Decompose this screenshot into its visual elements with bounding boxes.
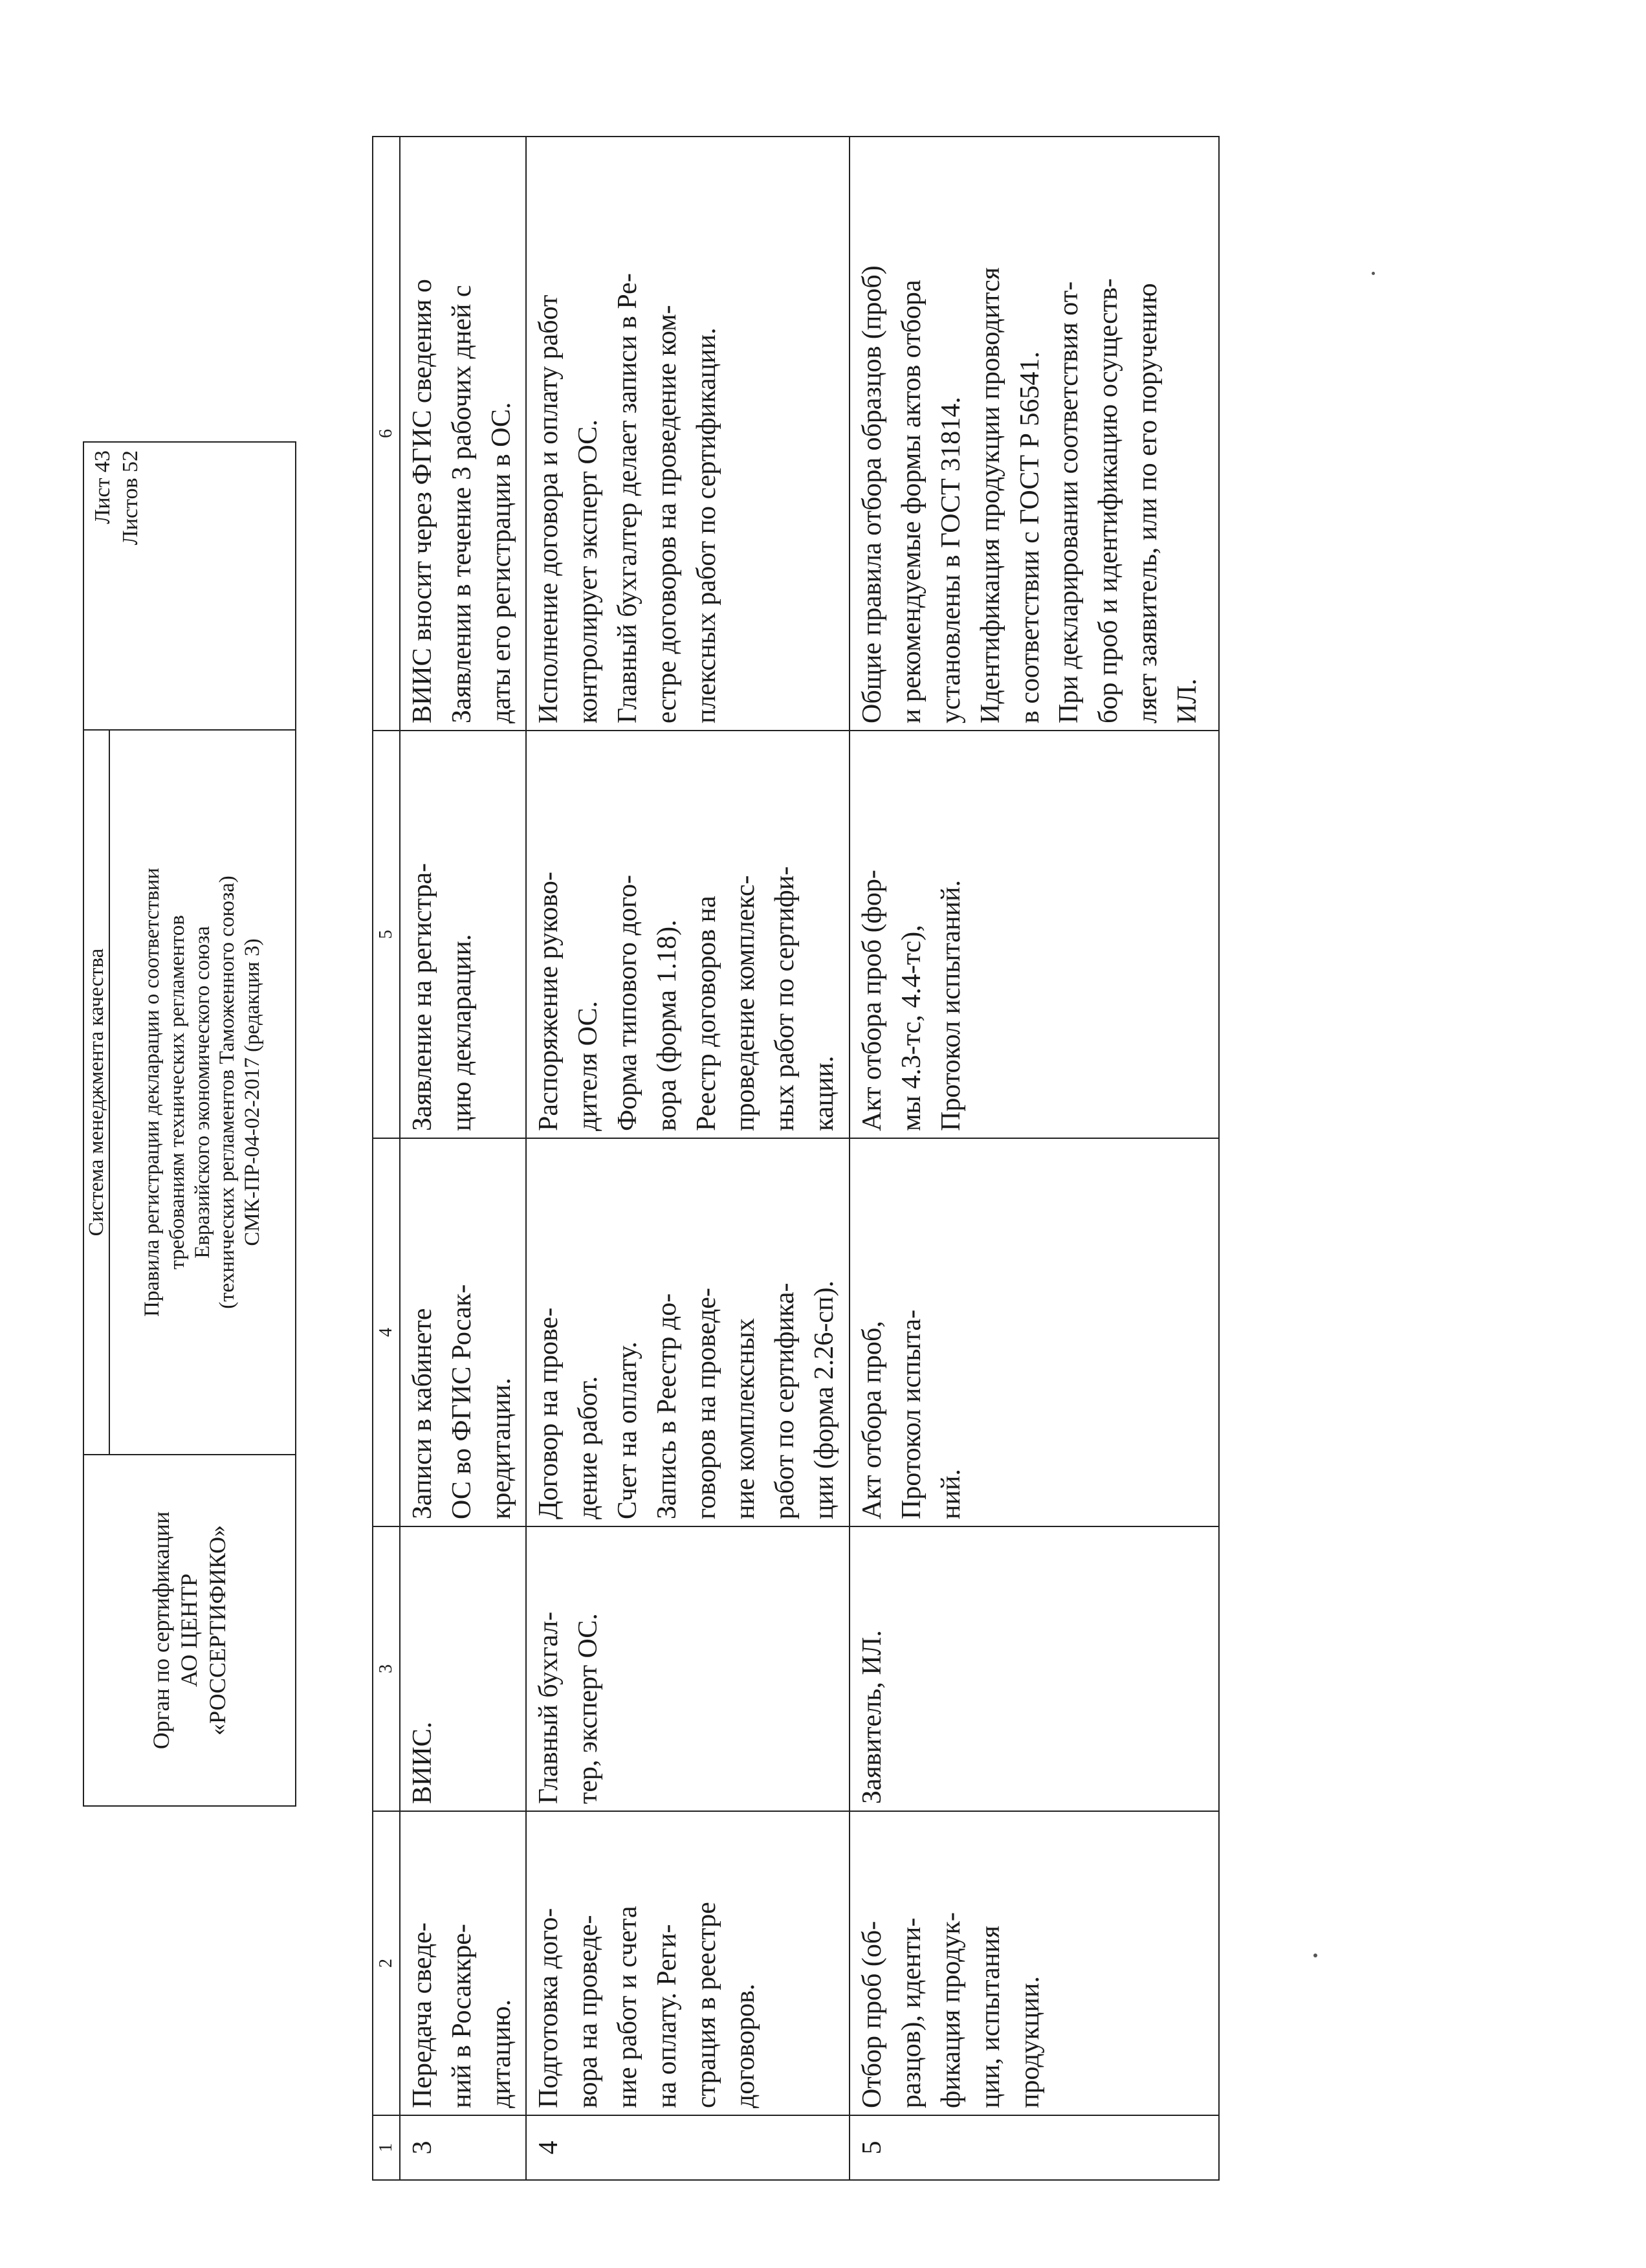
column-number: 4 <box>373 1138 399 1526</box>
document-cell <box>850 730 1218 1138</box>
rules-line: Евразийского экономического союза <box>190 926 214 1259</box>
cell-line: Главный бухгалтер делает записи в Ре- <box>612 273 642 723</box>
cell-line: ний. <box>936 1469 966 1519</box>
row-number: 4 <box>527 2115 849 2179</box>
cell-line: Исполнение договора и оплату работ <box>534 294 564 723</box>
cell-line: Отбор проб (об- <box>857 1921 887 2108</box>
cell-line: в соответствии с ГОСТ Р 56541. <box>1015 351 1045 723</box>
cell-line: Записи в кабинете <box>408 1308 437 1519</box>
rules-line: СМК-ПР-04-02-2017 (редакция 3) <box>241 938 265 1246</box>
column-number: 1 <box>373 2115 399 2179</box>
cell-line: Акт отбора проб, <box>857 1321 887 1519</box>
cell-line: тер, эксперт ОС. <box>573 1613 603 1804</box>
cell-line: ИЛ. <box>1172 678 1203 723</box>
cell-line: кации. <box>809 1055 840 1131</box>
cell-line: и рекомендуемые формы актов отбора <box>896 280 927 723</box>
cell-line: продукции. <box>1015 1976 1045 2108</box>
org-line: Орган по сертификации <box>148 1511 175 1750</box>
responsible-cell <box>527 1526 849 1811</box>
column-number: 6 <box>376 429 396 438</box>
cell-line: мы 4.3-тс, 4.4-тс), <box>896 925 927 1131</box>
row-number: 3 <box>401 2115 525 2179</box>
cell-line: дителя ОС. <box>573 1001 603 1131</box>
scan-speck <box>1313 1954 1317 1957</box>
cell-line: Заявление на регистра- <box>408 863 437 1131</box>
rules-line: (технических регламентов Таможенного союза) <box>215 875 239 1309</box>
cell-line: договоров. <box>730 1983 761 2108</box>
cell-line: ний в Росаккре- <box>446 1924 477 2108</box>
system-title: Система менеджмента качества <box>84 731 110 1454</box>
column-number: 3 <box>373 1526 399 1811</box>
cell-line: плексных работ по сертификации. <box>691 327 721 723</box>
stage-cell <box>850 1811 1218 2115</box>
cell-line: вора (форма 1.18). <box>652 919 682 1131</box>
procedure-table <box>372 136 1220 2181</box>
cell-line: ВИИС. <box>408 1721 437 1804</box>
cell-line: контролирует эксперт ОС. <box>573 419 603 723</box>
stage-cell <box>527 1811 849 2115</box>
rules-line: требованиям технических регламентов <box>165 915 189 1270</box>
cell-line: естре договоров на проведение ком- <box>652 305 682 723</box>
cell-line: кредитации. <box>486 1378 516 1519</box>
notes-cell <box>850 137 1218 730</box>
cell-line: на оплату. Реги- <box>652 1924 682 2108</box>
organization-name <box>84 1454 295 1805</box>
cell-line: ляет заявитель, или по его поручению <box>1133 283 1163 723</box>
cell-line: работ по сертифика- <box>770 1283 800 1519</box>
cell-line: вора на проведе- <box>573 1915 603 2108</box>
cell-line: говоров на проведе- <box>691 1288 721 1519</box>
rules-title <box>110 731 295 1454</box>
cell-line: Договор на прове- <box>534 1307 564 1519</box>
rules-line: Правила регистрации декларации о соответствии <box>140 868 164 1317</box>
cell-line: Реестр договоров на <box>691 896 721 1131</box>
scan-speck <box>1372 272 1375 275</box>
cell-line: Главный бухгал- <box>534 1611 564 1804</box>
table-row <box>401 137 527 2179</box>
record-cell <box>850 1138 1218 1526</box>
document-header <box>83 441 296 1807</box>
cell-line: Запись в Реестр до- <box>652 1293 682 1519</box>
cell-line: страция в реестре <box>691 1902 721 2108</box>
cell-line: цию декларации. <box>446 934 477 1131</box>
cell-line: ции (форма 2.26-сп). <box>809 1280 840 1519</box>
cell-line: ции, испытания <box>975 1925 1005 2108</box>
notes-cell <box>527 137 849 730</box>
cell-line: Идентификация продукции проводится <box>975 267 1005 723</box>
stage-cell <box>401 1811 525 2115</box>
cell-line: При декларировании соответствия от- <box>1054 281 1084 723</box>
cell-line: дение работ. <box>573 1376 603 1519</box>
cell-line: установлены в ГОСТ 31814. <box>936 397 966 723</box>
responsible-cell <box>850 1526 1218 1811</box>
document-cell <box>401 730 525 1138</box>
cell-line: ние работ и счета <box>612 1906 642 2108</box>
cell-line: даты его регистрации в ОС. <box>486 402 516 723</box>
sheet-info <box>84 443 295 729</box>
org-line: «РОССЕРТИФИКО» <box>204 1525 230 1735</box>
cell-line: Подготовка дого- <box>534 1908 564 2108</box>
cell-line: разцов), иденти- <box>896 1917 927 2108</box>
record-cell <box>401 1138 525 1526</box>
document-title-block <box>84 729 295 1454</box>
cell-line: бор проб и идентификацию осуществ- <box>1093 278 1124 723</box>
document-cell <box>527 730 849 1138</box>
cell-line: проведение комплекс- <box>730 875 761 1131</box>
responsible-cell <box>401 1526 525 1811</box>
cell-line: Общие правила отбора образцов (проб) <box>857 265 887 723</box>
cell-line: Форма типового дого- <box>612 874 642 1131</box>
cell-line: Заявлении в течение 3 рабочих дней с <box>446 285 477 723</box>
cell-line: фикация продук- <box>936 1912 966 2108</box>
org-line: АО ЦЕНТР <box>176 1573 203 1688</box>
cell-line: Заявитель, ИЛ. <box>857 1630 887 1804</box>
column-number: 2 <box>373 1811 399 2115</box>
cell-line: Акт отбора проб (фор- <box>857 870 887 1131</box>
row-number: 5 <box>850 2115 1218 2179</box>
cell-line: ВИИС вносит через ФГИС сведения о <box>408 279 437 723</box>
cell-line: дитацию. <box>486 1999 516 2108</box>
cell-line: ние комплексных <box>730 1318 761 1519</box>
cell-line: Передача сведе- <box>408 1922 437 2108</box>
sheets-total: Листов 52 <box>118 450 142 545</box>
cell-line: Счет на оплату. <box>612 1341 642 1519</box>
notes-cell <box>401 137 525 730</box>
cell-line: Распоряжение руково- <box>534 872 564 1131</box>
table-row <box>527 137 850 2179</box>
cell-line: ных работ по сертифи- <box>770 866 800 1131</box>
table-row <box>850 137 1218 2179</box>
column-number: 5 <box>373 730 399 1138</box>
cell-line: ОС во ФГИС Росак- <box>446 1284 477 1519</box>
record-cell <box>527 1138 849 1526</box>
cell-line: Протокол испытаний. <box>936 879 966 1131</box>
cell-line: Протокол испыта- <box>896 1309 927 1519</box>
sheet-number: Лист 43 <box>91 450 115 524</box>
column-number-row <box>373 137 401 2179</box>
